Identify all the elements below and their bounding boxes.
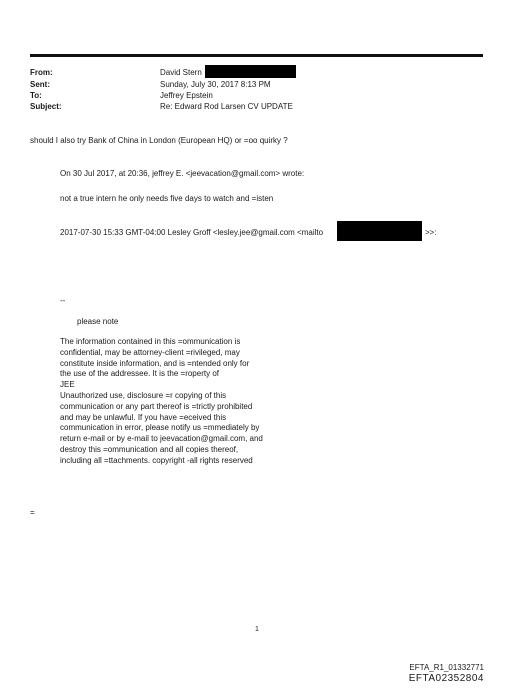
page-number: 1 [255,626,259,633]
sent-label: Sent: [30,80,50,89]
bates-number-small: EFTA_R1_01332771 [409,663,484,672]
to-label: To: [30,91,42,100]
disclaimer-block [60,337,263,467]
please-note: please note [77,317,119,326]
subject-value: Re: Edward Rod Larsen CV UPDATE [160,102,293,111]
sent-value: Sunday, July 30, 2017 8:13 PM [160,80,271,89]
disclaimer-line: the use of the addressee. It is the =roperty of [60,369,219,379]
to-value: Jeffrey Epstein [160,91,213,100]
disclaimer-line: constitute inside information, and is =ntended only for [60,358,250,368]
disclaimer-line: communication or any part thereof is =trictly prohibited [60,401,253,411]
from-label: From: [30,68,53,77]
signature-dash: -- [60,296,66,305]
forward-line: 2017-07-30 15:33 GMT-04:00 Lesley Groff <lesley.jee@gmail.com <mailto [60,228,324,237]
disclaimer-line: Unauthorized use, disclosure =r copying of this [60,390,227,400]
disclaimer-line: destroy this =ommunication and all copies thereof, [60,444,239,454]
quote-header: On 30 Jul 2017, at 20:36, jeffrey E. <jeevacation@gmail.com> wrote: [60,169,305,178]
message-line: should I also try Bank of China in London (European HQ) or =oo quirky ? [30,136,288,145]
quote-text: not a true intern he only needs five days to watch and =isten [60,194,274,203]
disclaimer-line: return e-mail or by e-mail to jeevacation@gmail.com, and [60,434,263,444]
header-rule [30,54,483,57]
disclaimer-line: and may be unlawful. If you have =eceived this [60,412,227,422]
from-value: David Stern [160,68,202,77]
disclaimer-line: communication in error, please notify us =mmediately by [60,423,260,433]
redaction-box-sender [205,65,296,78]
disclaimer-line: including all =ttachments. copyright -all rights reserved [60,455,253,465]
redaction-box-email [337,221,422,241]
subject-label: Subject: [30,102,62,111]
disclaimer-line: The information contained in this =ommunication is [60,337,241,346]
disclaimer-line: confidential, may be attorney-client =rivileged, may [60,347,240,357]
trailing-mark: = [30,508,35,517]
forward-suffix: >>: [425,228,437,237]
disclaimer-line: JEE [60,380,75,390]
bates-number-large: EFTA02352804 [408,673,484,684]
